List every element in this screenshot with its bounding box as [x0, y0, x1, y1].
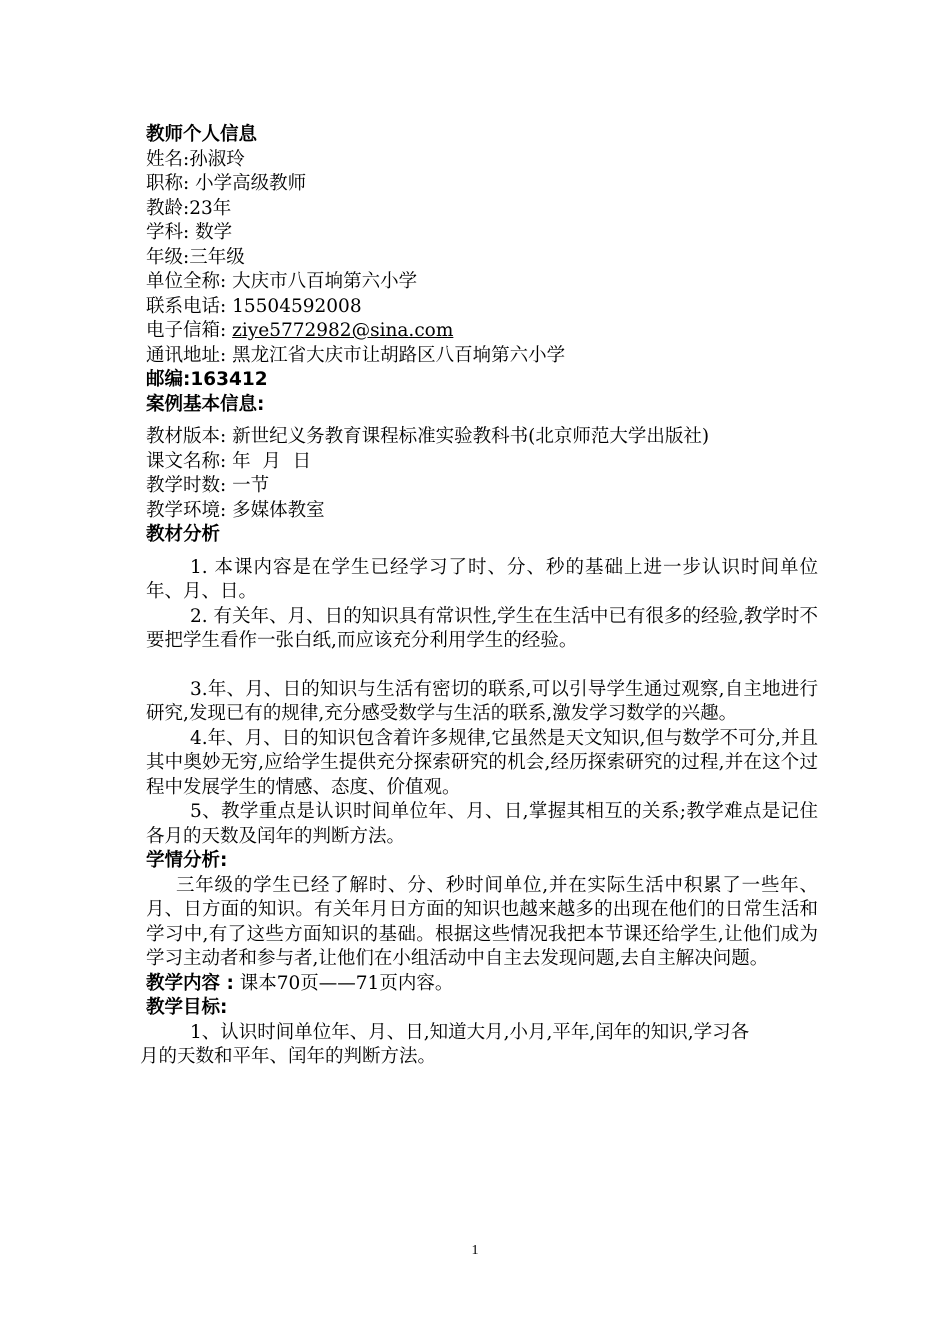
case-info-heading: 案例基本信息: — [146, 393, 265, 415]
case-hours: 教学时数: 一节 — [146, 475, 270, 496]
teacher-school: 单位全称: 大庆市八百垧第六小学 — [146, 271, 418, 292]
document-body — [140, 123, 818, 1070]
teacher-info-heading: 教师个人信息 — [146, 124, 258, 145]
case-lesson: 课文名称: 年 月 日 — [146, 450, 312, 472]
teacher-postcode: 邮编:163412 — [146, 369, 268, 390]
teaching-goals-heading: 教学目标: — [146, 997, 228, 1018]
material-analysis-heading: 教材分析 — [146, 524, 221, 545]
student-analysis-heading: 学情分析: — [146, 850, 228, 871]
blank-line — [146, 654, 818, 678]
teaching-goals-line-1: 1、认识时间单位年、月、日,知道大月,小月,平年,闰年的知识,学习各 — [190, 1021, 750, 1043]
teacher-subject: 学科: 数学 — [146, 222, 233, 243]
teacher-email-line — [146, 319, 818, 344]
case-edition: 教材版本: 新世纪义务教育课程标准实验教科书(北京师范大学出版社) — [146, 426, 710, 447]
teacher-address: 通讯地址: 黑龙江省大庆市让胡路区八百垧第六小学 — [146, 344, 566, 366]
teacher-phone: 联系电话: 15504592008 — [146, 295, 362, 317]
teacher-name: 姓名:孙淑玲 — [146, 148, 245, 170]
student-analysis-text: 三年级的学生已经了解时、分、秒时间单位,并在实际生活中积累了一些年、月、日方面的知识。有关年月日方面的知识也越来越多的出现在他们的日常生活和学习中,有了这些方面知识的基础。根据这些情况我把本节课还给学生,让他们成为学习主动者和参与者,让他们在小组活动中自主去发现问题,去自主解决问题。 — [146, 874, 818, 969]
teacher-grade: 年级:三年级 — [146, 246, 245, 268]
email-label: 电子信箱: — [146, 320, 233, 341]
teaching-content-line — [146, 972, 818, 997]
material-item-1: 1. 本课内容是在学生已经学习了时、分、秒的基础上进一步认识时间单位年、月、日。 — [146, 556, 818, 602]
material-item-4: 4.年、月、日的知识包含着许多规律,它虽然是天文知识,但与数学不可分,并且其中奥妙无穷,应给学生提供充分探索研究的机会,经历探索研究的过程,并在这个过程中发展学生的情感、态度、价值观。 — [146, 727, 818, 798]
email-link[interactable]: ziye5772982@sina.com — [232, 320, 454, 341]
material-item-5: 5、教学重点是认识时间单位年、月、日,掌握其相互的关系;教学难点是记住各月的天数及闰年的判断方法。 — [146, 801, 818, 847]
page-number: 1 — [471, 1243, 479, 1258]
teaching-content-heading: 教学内容 : — [146, 972, 234, 994]
teacher-years: 教龄:23年 — [146, 197, 232, 219]
material-item-2: 2. 有关年、月、日的知识具有常识性,学生在生活中已有很多的经验,教学时不要把学生看作一张白纸,而应该充分利用学生的经验。 — [146, 605, 818, 651]
teaching-goals-line-2: 月的天数和平年、闰年的判断方法。 — [140, 1046, 437, 1067]
teaching-content-text: 课本70页——71页内容。 — [239, 972, 454, 994]
material-item-3: 3.年、月、日的知识与生活有密切的联系,可以引导学生通过观察,自主地进行研究,发现已有的规律,充分感受数学与生活的联系,激发学习数学的兴趣。 — [146, 678, 818, 724]
teacher-title: 职称: 小学高级教师 — [146, 173, 307, 194]
case-environment: 教学环境: 多媒体教室 — [146, 499, 325, 521]
